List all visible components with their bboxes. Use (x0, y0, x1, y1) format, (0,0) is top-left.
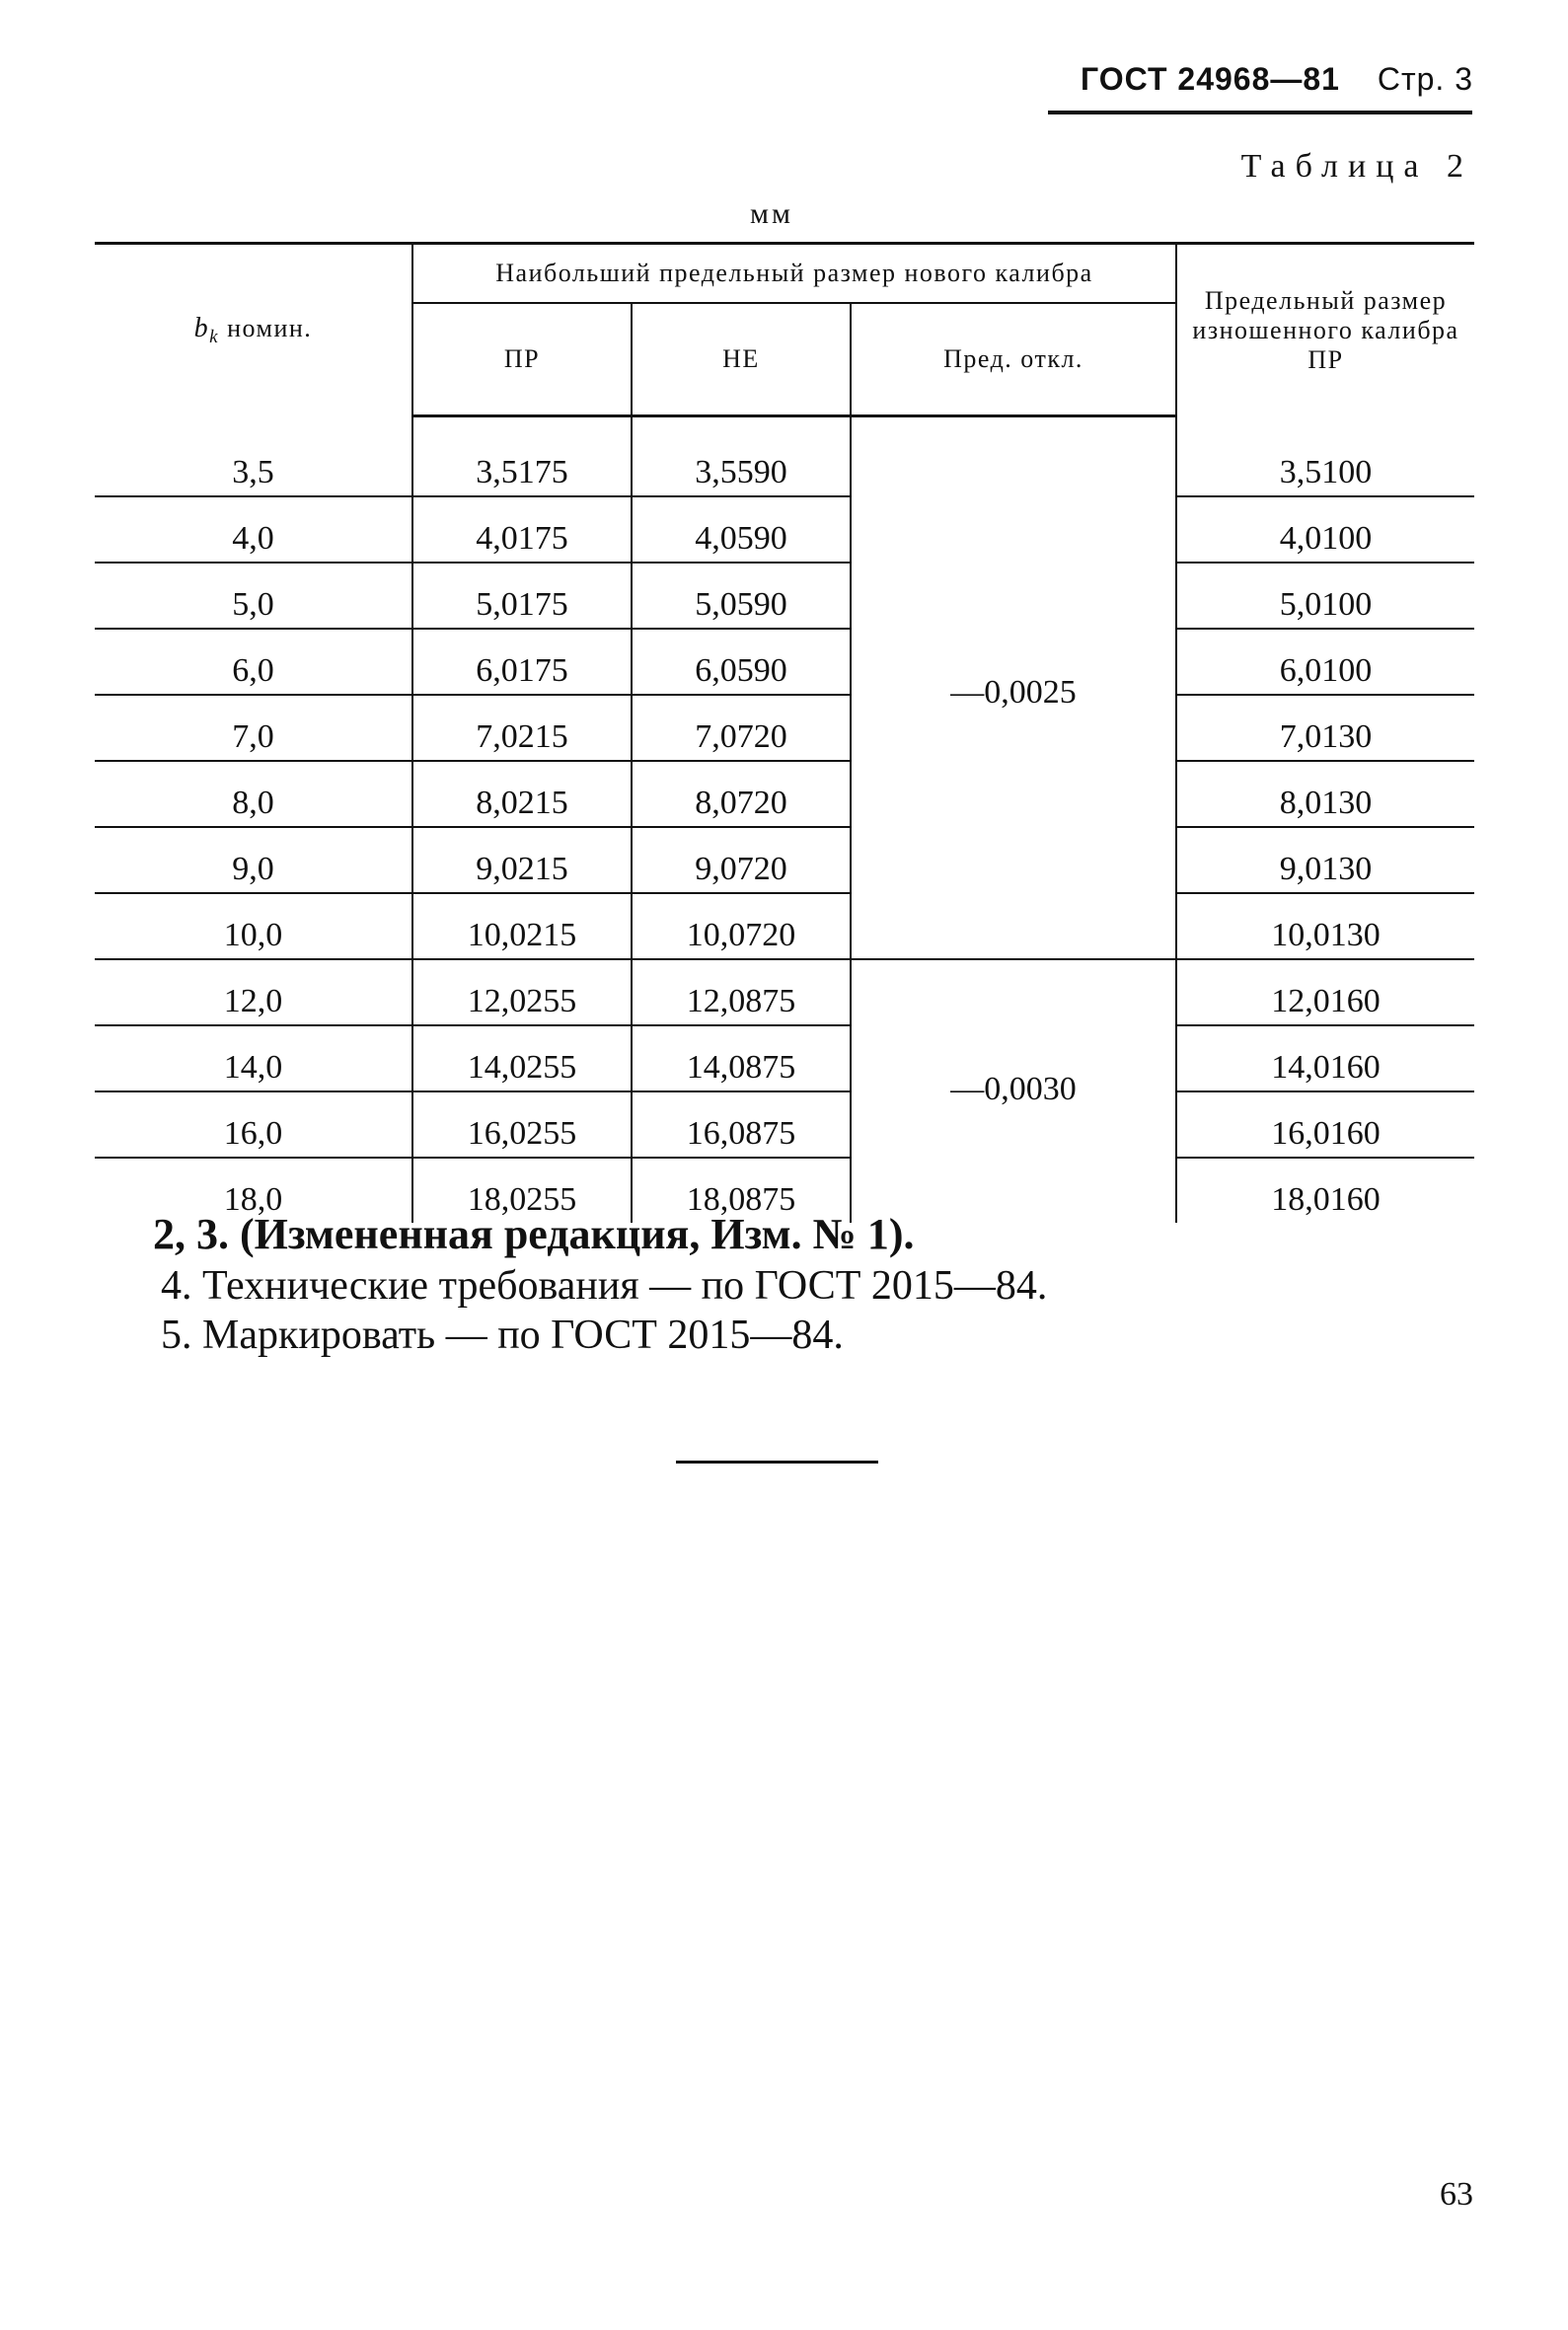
cell-ne: 14,0875 (632, 1025, 851, 1091)
cell-pr: 10,0215 (412, 893, 632, 959)
cell-ne: 7,0720 (632, 695, 851, 761)
cell-worn: 16,0160 (1176, 1091, 1474, 1158)
cell-ne: 18,0875 (632, 1158, 851, 1223)
units-label: мм (750, 197, 793, 230)
note-amendment: 2, 3. (Измененная редакция, Изм. № 1). (153, 1210, 915, 1258)
note-technical-requirements: 4. Технические требования — по ГОСТ 2015—84. (161, 1262, 1048, 1309)
header-underline (1048, 111, 1472, 114)
table-row (95, 1025, 1474, 1091)
cell-worn: 6,0100 (1176, 629, 1474, 695)
end-divider (676, 1461, 878, 1464)
gauge-size-table (95, 242, 1474, 1223)
column-header-nominal (95, 244, 412, 416)
cell-pr: 8,0215 (412, 761, 632, 827)
table-row (95, 827, 1474, 893)
column-header-worn: Предельный размер изношенного калибра ПР (1176, 244, 1474, 416)
cell-pr: 9,0215 (412, 827, 632, 893)
column-header-pr: ПР (412, 303, 632, 416)
table-row (95, 695, 1474, 761)
cell-pr: 16,0255 (412, 1091, 632, 1158)
table-body (95, 416, 1474, 1224)
table-row (95, 893, 1474, 959)
notes-block (153, 1209, 1047, 1361)
cell-pr: 3,5175 (412, 431, 632, 496)
cell-worn: 5,0100 (1176, 563, 1474, 629)
cell-nominal: 8,0 (95, 761, 412, 827)
cell-pr: 7,0215 (412, 695, 632, 761)
column-group-new-gauge: Наибольший предельный размер нового калибра (412, 244, 1176, 304)
cell-worn: 8,0130 (1176, 761, 1474, 827)
page-header (1081, 61, 1473, 98)
cell-ne: 16,0875 (632, 1091, 851, 1158)
cell-ne: 8,0720 (632, 761, 851, 827)
cell-worn: 18,0160 (1176, 1158, 1474, 1223)
column-header-deviation: Пред. откл. (851, 303, 1176, 416)
table-row (95, 496, 1474, 563)
nominal-symbol-subscript: k (209, 326, 220, 347)
table-row (95, 959, 1474, 1025)
table-caption: Таблица 2 (1240, 148, 1473, 185)
table-row (95, 431, 1474, 496)
cell-ne: 4,0590 (632, 496, 851, 563)
cell-pr: 18,0255 (412, 1158, 632, 1223)
nominal-label: номин. (227, 313, 313, 342)
cell-ne: 12,0875 (632, 959, 851, 1025)
cell-pr: 5,0175 (412, 563, 632, 629)
cell-nominal: 12,0 (95, 959, 412, 1025)
table-row (95, 563, 1474, 629)
cell-pr: 14,0255 (412, 1025, 632, 1091)
cell-worn: 9,0130 (1176, 827, 1474, 893)
nominal-symbol: b (193, 312, 210, 343)
cell-ne: 9,0720 (632, 827, 851, 893)
column-header-ne: НЕ (632, 303, 851, 416)
cell-pr: 12,0255 (412, 959, 632, 1025)
cell-worn: 7,0130 (1176, 695, 1474, 761)
cell-ne: 3,5590 (632, 431, 851, 496)
page-label: Стр. 3 (1377, 61, 1473, 97)
cell-nominal: 4,0 (95, 496, 412, 563)
cell-nominal: 10,0 (95, 893, 412, 959)
cell-ne: 10,0720 (632, 893, 851, 959)
table-spacer-row (95, 416, 1474, 432)
cell-nominal: 16,0 (95, 1091, 412, 1158)
cell-pr: 6,0175 (412, 629, 632, 695)
page-number: 63 (1440, 2176, 1473, 2213)
cell-nominal: 14,0 (95, 1025, 412, 1091)
cell-worn: 10,0130 (1176, 893, 1474, 959)
cell-worn: 14,0160 (1176, 1025, 1474, 1091)
cell-pr: 4,0175 (412, 496, 632, 563)
cell-worn: 4,0100 (1176, 496, 1474, 563)
cell-deviation-group-2: —0,0030 (851, 959, 1176, 1223)
note-marking: 5. Маркировать — по ГОСТ 2015—84. (161, 1313, 844, 1359)
cell-nominal: 6,0 (95, 629, 412, 695)
cell-nominal: 3,5 (95, 431, 412, 496)
cell-deviation-group-1: —0,0025 (851, 431, 1176, 959)
table-row (95, 1091, 1474, 1158)
table-row (95, 629, 1474, 695)
table-row (95, 761, 1474, 827)
cell-nominal: 7,0 (95, 695, 412, 761)
cell-ne: 5,0590 (632, 563, 851, 629)
standard-number: ГОСТ 24968—81 (1081, 61, 1340, 97)
cell-worn: 12,0160 (1176, 959, 1474, 1025)
cell-nominal: 5,0 (95, 563, 412, 629)
cell-ne: 6,0590 (632, 629, 851, 695)
cell-worn: 3,5100 (1176, 431, 1474, 496)
cell-nominal: 18,0 (223, 1181, 283, 1218)
cell-nominal: 9,0 (95, 827, 412, 893)
